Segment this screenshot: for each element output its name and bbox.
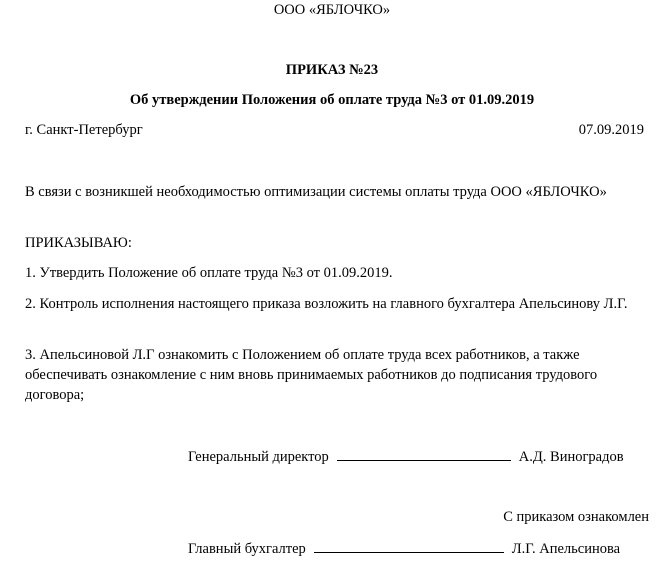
order-item-1: 1. Утвердить Положение об оплате труда №3 от 01.09.2019. — [25, 265, 393, 281]
order-item-3: 3. Апельсиновой Л.Г ознакомить с Положением об оплате труда всех работников, а также обеспечивать ознакомление с ним вновь принимаемых работников до подписания трудового договора; — [25, 347, 598, 403]
director-title: Генеральный директор — [188, 449, 329, 465]
order-subject: Об утверждении Положения об оплате труда №3 от 01.09.2019 — [129, 92, 535, 108]
director-signature-row — [188, 446, 624, 467]
accountant-name: Л.Г. Апельсинова — [511, 541, 621, 557]
accountant-signature-row — [188, 538, 620, 559]
order-item-2: 2. Контроль исполнения настоящего приказа возложить на главного бухгалтера Апельсинову Л.Г. — [25, 296, 628, 312]
accountant-title: Главный бухгалтер — [188, 541, 306, 557]
director-signature-line — [337, 446, 511, 461]
organization-name: ООО «ЯБЛОЧКО» — [273, 2, 391, 18]
acquainted-label: С приказом ознакомлен — [503, 509, 649, 525]
order-date: 07.09.2019 — [578, 122, 644, 138]
accountant-signature-line — [314, 538, 504, 553]
order-title: ПРИКАЗ №23 — [285, 62, 379, 78]
order-city: г. Санкт-Петербург — [25, 122, 143, 138]
intro-paragraph: В связи с возникшей необходимостью оптимизации системы оплаты труда ООО «ЯБЛОЧКО» — [25, 184, 607, 200]
command-word: ПРИКАЗЫВАЮ: — [25, 235, 132, 251]
director-name: А.Д. Виноградов — [518, 449, 624, 465]
